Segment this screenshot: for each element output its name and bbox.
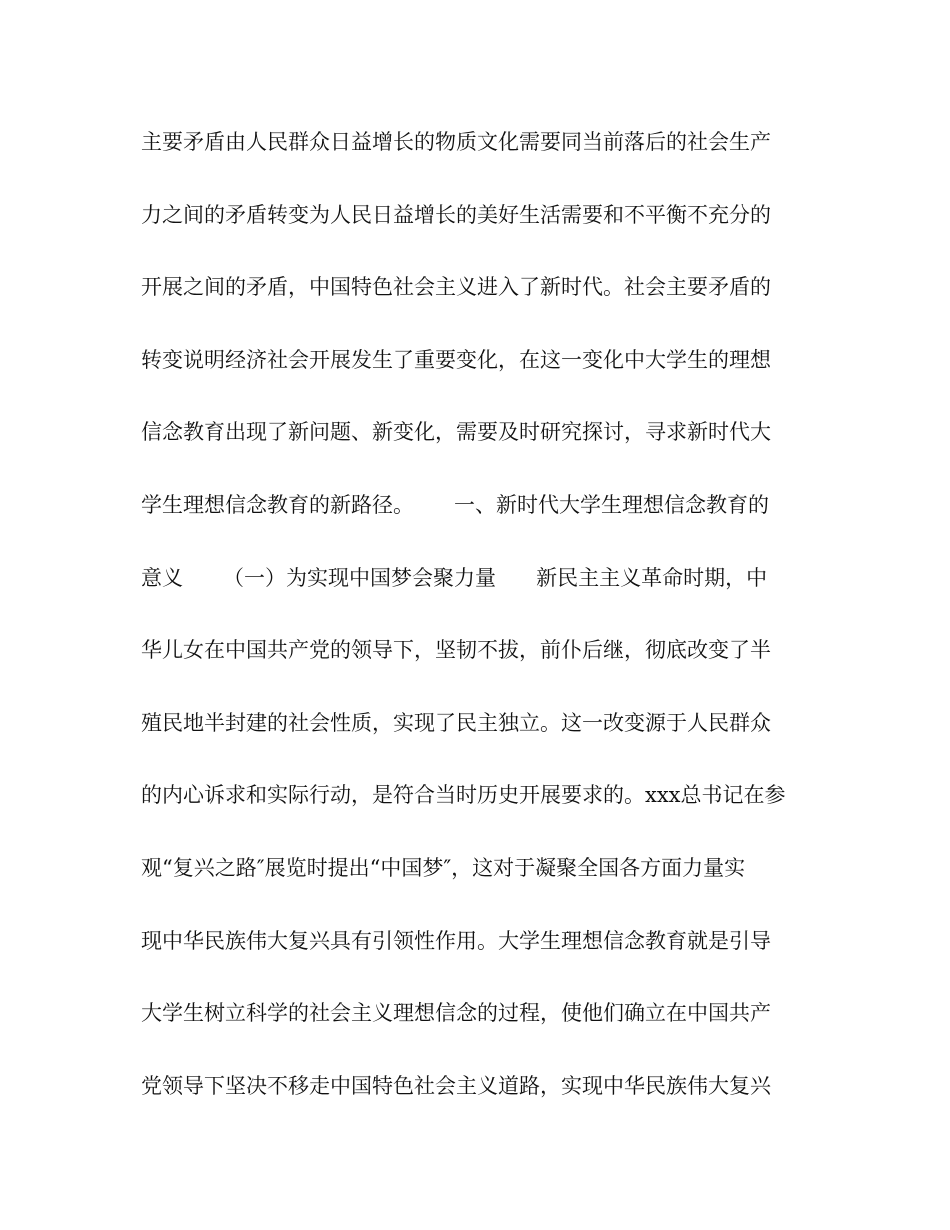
- text-line: 华儿女在中国共产党的领导下，坚韧不拔，前仆后继，彻底改变了半: [141, 638, 771, 663]
- text-line: 的内心诉求和实际行动，是符合当时历史开展要求的。xxx总书记在参: [141, 783, 786, 808]
- text-line: 开展之间的矛盾，中国特色社会主义进入了新时代。社会主要矛盾的: [141, 275, 771, 300]
- text-line: 信念教育出现了新问题、新变化，需要及时研究探讨，寻求新时代大: [141, 420, 771, 445]
- text-line: 力之间的矛盾转变为人民日益增长的美好生活需要和不平衡不充分的: [141, 202, 771, 227]
- text-line: 党领导下坚决不移走中国特色社会主义道路，实现中华民族伟大复兴: [141, 1073, 771, 1098]
- text-line: 观“复兴之路″展览时提出“中国梦″，这对于凝聚全国各方面力量实: [141, 855, 746, 880]
- text-line: 殖民地半封建的社会性质，实现了民主独立。这一改变源于人民群众: [141, 710, 771, 735]
- text-line: 主要矛盾由人民群众日益增长的物质文化需要同当前落后的社会生产: [141, 130, 771, 154]
- text-line: 大学生树立科学的社会主义理想信念的过程，使他们确立在中国共产: [141, 1001, 771, 1026]
- text-line: 学生理想信念教育的新路径。 一、新时代大学生理想信念教育的: [141, 492, 770, 517]
- body-text: [141, 120, 809, 1136]
- text-line: 现中华民族伟大复兴具有引领性作用。大学生理想信念教育就是引导: [141, 928, 771, 953]
- text-line: 意义 （一）为实现中国梦会聚力量 新民主主义革命时期，中: [141, 565, 768, 590]
- text-line: 转变说明经济社会开展发生了重要变化，在这一变化中大学生的理想: [141, 347, 771, 372]
